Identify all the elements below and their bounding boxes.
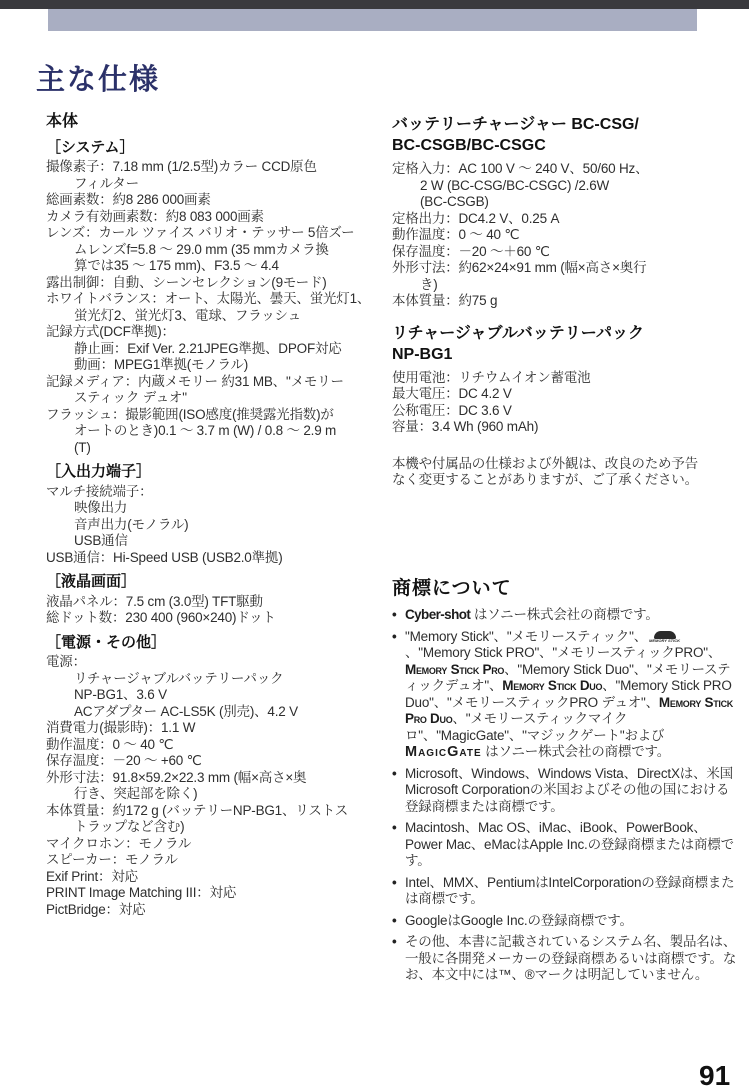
spec-heading-line: NP-BG1 bbox=[392, 345, 453, 363]
spec-line: フィルター bbox=[74, 175, 139, 191]
spec-heading-line: バッテリーチャージャー BC-CSG/ bbox=[392, 116, 639, 133]
trademark-section bbox=[392, 577, 742, 984]
spec-line: ムレンズf=5.8 ～ 29.0 mm (35 mmカメラ換 bbox=[74, 241, 329, 257]
trademark-text: Intel、MMX、PentiumはIntelCorporationの登録商標または商標です。 bbox=[405, 874, 735, 906]
page-number: 91 bbox=[699, 1060, 731, 1091]
spec-line: 総画素数：約8 286 000画素 bbox=[46, 192, 211, 207]
page-title: 主な仕様 bbox=[36, 64, 161, 97]
spec-line: リチャージャブルバッテリーパック bbox=[74, 670, 284, 686]
left-spec-sections bbox=[46, 140, 382, 919]
spec-line: オートのとき)0.1 ～ 3.7 m (W) / 0.8 ～ 2.9 m bbox=[74, 423, 337, 438]
spec-line: フラッシュ：撮影範囲(ISO感度(推奨露光指数)が bbox=[46, 406, 334, 422]
spec-section bbox=[392, 114, 742, 310]
spec-line: き) bbox=[420, 276, 438, 292]
trademark-text: はソニー株式会社の商標です。 bbox=[481, 744, 671, 759]
spec-section-header: ［液晶画面］ bbox=[46, 573, 137, 590]
trademark-bullet bbox=[392, 934, 742, 984]
trademark-bullet-list bbox=[392, 607, 742, 984]
trademark-text: はソニー株式会社の商標です。 bbox=[470, 607, 659, 622]
spec-line: 定格入力：AC 100 V ～ 240 V、50/60 Hz、 bbox=[392, 161, 649, 176]
spec-line: USB通信：Hi-Speed USB (USB2.0準拠) bbox=[46, 549, 283, 565]
spec-line: 行き、突起部を除く) bbox=[74, 786, 198, 801]
trademark-text: "Memory Stick"、"メモリースティック"、 bbox=[405, 628, 648, 644]
trademark-text: 、"Memory Stick PRO"、"メモリースティックPRO"、 bbox=[405, 645, 722, 660]
note-line: 本機や付属品の仕様および外観は、改良のため予告 bbox=[392, 455, 698, 471]
specs-left-column bbox=[46, 114, 382, 918]
trademark-logo-text: MagicGate bbox=[405, 744, 482, 760]
spec-line: 保存温度：－20 ～ +60 ℃ bbox=[46, 753, 202, 768]
spec-line: ホワイトバランス：オート、太陽光、曇天、蛍光灯1、 bbox=[46, 291, 371, 306]
spec-line: 静止画：Exif Ver. 2.21JPEG準拠、DPOF対応 bbox=[74, 340, 342, 356]
spec-line: (BC-CSGB) bbox=[420, 194, 489, 209]
spec-line: スティック デュオ" bbox=[74, 390, 187, 405]
specs-right-column bbox=[392, 114, 742, 989]
trademark-bullet bbox=[392, 913, 742, 930]
spec-section-header: ［システム］ bbox=[46, 138, 135, 156]
spec-line: 本体質量：約172 g (バッテリーNP-BG1、リストス bbox=[46, 802, 349, 818]
body-unit-heading: 本体 bbox=[46, 113, 79, 130]
spec-line: 映像出力 bbox=[74, 500, 128, 515]
spec-line: 保存温度：－20 ～＋60 ℃ bbox=[392, 243, 550, 259]
spec-line: 動画：MPEG1準拠(モノラル) bbox=[74, 357, 249, 372]
spec-line: 公称電圧：DC 3.6 V bbox=[392, 402, 512, 418]
spec-line: 記録メディア：内蔵メモリー 約31 MB、"メモリー bbox=[46, 373, 344, 389]
spec-line: 外形寸法：約62×24×91 mm (幅×高さ×奥行 bbox=[392, 260, 647, 275]
spec-section-header: ［入出力端子］ bbox=[46, 463, 152, 480]
memory-stick-label: MEMORY STICK bbox=[649, 637, 680, 643]
spec-line: 2 W (BC-CSG/BC-CSGC) /2.6W bbox=[420, 177, 610, 193]
trademark-text: Macintosh、Mac OS、iMac、iBook、PowerBook、Power Mac、eMacはApple Inc.の登録商標または商標です。 bbox=[405, 820, 734, 868]
trademark-text: 、"Memory Stick PRO Duo"、"メモリースティックPRO デュオ"、 bbox=[405, 678, 732, 710]
trademark-logo-text: Memory Stick Pro bbox=[405, 661, 505, 677]
trademark-bullet bbox=[392, 607, 742, 624]
trademark-logo-text: Cyber-shot bbox=[405, 607, 471, 622]
trademark-bullet bbox=[392, 629, 742, 761]
spec-line: 動作温度：0 ～ 40 ℃ bbox=[392, 227, 520, 242]
trademark-text: 、"Memory Stick Duo"、"メモリースティックデュオ"、 bbox=[405, 661, 731, 693]
trademark-bullet bbox=[392, 875, 742, 908]
spec-line: 本体質量：約75 g bbox=[392, 293, 498, 308]
spec-line: USB通信 bbox=[74, 533, 128, 548]
trademark-bullet bbox=[392, 820, 742, 870]
spec-line: カメラ有効画素数：約8 083 000画素 bbox=[46, 208, 264, 224]
spec-line: NP-BG1、3.6 V bbox=[74, 687, 167, 702]
spec-line: 撮像素子：7.18 mm (1/2.5型)カラー CCD原色 bbox=[46, 159, 317, 174]
spec-line: 算では35 ～ 175 mm)、F3.5 ～ 4.4 bbox=[74, 258, 279, 273]
header-accent-bar bbox=[48, 9, 697, 31]
trademark-bullet bbox=[392, 766, 742, 816]
spec-line: 外形寸法：91.8×59.2×22.3 mm (幅×高さ×奥 bbox=[46, 769, 307, 785]
spec-line: 音声出力(モノラル) bbox=[74, 516, 189, 532]
spec-line: 最大電圧：DC 4.2 V bbox=[392, 386, 512, 401]
spec-line: ACアダプター AC-LS5K (別売)、4.2 V bbox=[74, 703, 298, 719]
trademark-text: その他、本書に記載されているシステム名、製品名は、一般に各開発メーカーの登録商標あるいは商標です。なお、本文中には™、®マークは明記していません。 bbox=[405, 934, 737, 982]
spec-line: PictBridge：対応 bbox=[46, 901, 146, 917]
right-spec-sections bbox=[392, 114, 742, 436]
memory-stick-logo-icon bbox=[649, 631, 680, 643]
trademark-logo-text: Memory Stick Pro Duo bbox=[405, 694, 733, 726]
spec-section-heading bbox=[392, 114, 742, 156]
top-dark-bar bbox=[0, 0, 749, 9]
trademark-text: GoogleはGoogle Inc.の登録商標です。 bbox=[405, 912, 633, 928]
spec-section bbox=[392, 323, 742, 436]
spec-line: 動作温度：0 ～ 40 ℃ bbox=[46, 736, 174, 752]
spec-section-header: ［電源・その他］ bbox=[46, 633, 167, 651]
spec-line: 記録方式(DCF準拠)： bbox=[46, 324, 175, 339]
trademark-heading: 商標について bbox=[392, 577, 512, 599]
trademark-text: 、"メモリースティックマイクロ"、"MagicGate"、"マジックゲート"および bbox=[405, 711, 665, 743]
spec-line: 定格出力：DC4.2 V、0.25 A bbox=[392, 210, 560, 226]
trademark-text: Microsoft、Windows、Windows Vista、DirectXは、米国Microsoft Corporationの米国およびその他の国における登録商標または商標です。 bbox=[405, 765, 733, 814]
note-line: なく変更することがありますが、ご了承ください。 bbox=[392, 472, 698, 487]
trademark-logo-text: Memory Stick Duo bbox=[502, 678, 603, 693]
spec-line: 蛍光灯2、蛍光灯3、電球、フラッシュ bbox=[74, 307, 301, 323]
specs-change-note bbox=[392, 456, 742, 489]
spec-line: PRINT Image Matching III：対応 bbox=[46, 885, 237, 900]
spec-heading-line: BC-CSGB/BC-CSGC bbox=[392, 137, 546, 154]
spec-line: マルチ接続端子： bbox=[46, 483, 153, 499]
spec-section-heading bbox=[392, 323, 742, 365]
spec-line: 使用電池：リチウムイオン蓄電池 bbox=[392, 369, 591, 385]
spec-line: レンズ：カール ツァイス バリオ・テッサー 5倍ズー bbox=[46, 225, 355, 240]
spec-line: 液晶パネル：7.5 cm (3.0型) TFT駆動 bbox=[46, 593, 263, 609]
spec-line: 総ドット数：230 400 (960×240)ドット bbox=[46, 610, 276, 625]
spec-line: Exif Print：対応 bbox=[46, 868, 138, 884]
spec-line: 容量：3.4 Wh (960 mAh) bbox=[392, 419, 539, 434]
spec-heading-line: リチャージャブルバッテリーパック bbox=[392, 324, 645, 342]
spec-line: マイクロホン：モノラル bbox=[46, 835, 192, 851]
spec-line: 露出制御：自動、シーンセレクション(9モード) bbox=[46, 274, 327, 290]
spec-line: 消費電力(撮影時)：1.1 W bbox=[46, 720, 196, 735]
spec-line: スピーカー：モノラル bbox=[46, 852, 178, 867]
spec-line: トラップなど含む) bbox=[74, 819, 185, 834]
spec-line: (T) bbox=[74, 439, 91, 455]
spec-line: 電源： bbox=[46, 654, 86, 669]
